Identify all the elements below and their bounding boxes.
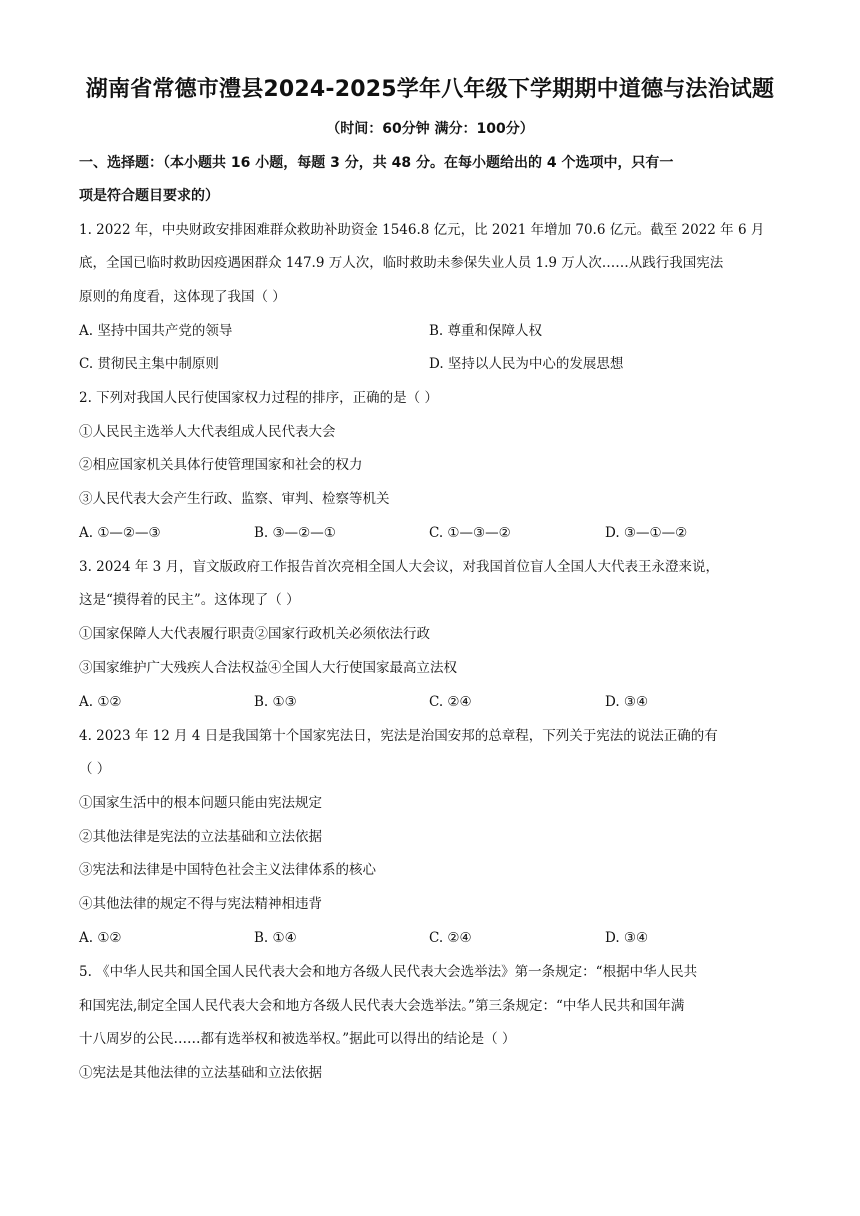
question-1-option-b: B. 尊重和保障人权 [429, 323, 543, 339]
question-4-item: ③宪法和法律是中国特色社会主义法律体系的核心 [79, 862, 376, 878]
question-4-text: 4. 2023 年 12 月 4 日是我国第十个国家宪法日，宪法是治国安邦的总章程，下列关于宪法的说法正确的有 [79, 728, 718, 744]
question-3-text: 3. 2024 年 3 月，盲文版政府工作报告首次亮相全国人大会议，对我国首位盲人全国人大代表王永澄来说， [79, 559, 719, 575]
question-1-text: 1. 2022 年，中央财政安排困难群众救助补助资金 1546.8 亿元，比 2021 年增加 70.6 亿元。截至 2022 年 6 月 [79, 222, 765, 238]
question-2-item: ②相应国家机关具体行使管理国家和社会的权力 [79, 457, 363, 473]
question-4-text: （ ） [79, 761, 111, 777]
exam-title: 湖南省常德市澧县2024-2025学年八年级下学期期中道德与法治试题 [85, 77, 775, 102]
question-5-text: 十八周岁的公民……都有选举权和被选举权。”据此可以得出的结论是（ ） [79, 1031, 516, 1047]
question-5-text: 5. 《中华人民共和国全国人民代表大会和地方各级人民代表大会选举法》第一条规定：“根据中华人民共 [79, 964, 698, 980]
question-4-option-c: C. ②④ [429, 930, 472, 946]
question-2-item: ③人民代表大会产生行政、监察、审判、检察等机关 [79, 491, 390, 507]
question-5-item: ①宪法是其他法律的立法基础和立法依据 [79, 1065, 322, 1081]
question-3-item: ③国家维护广大残疾人合法权益④全国人大行使国家最高立法权 [79, 660, 457, 676]
question-4-option-d: D. ③④ [605, 930, 649, 946]
question-3-option-b: B. ①③ [254, 694, 297, 710]
question-1-text: 底，全国已临时救助因疫遇困群众 147.9 万人次，临时救助未参保失业人员 1.9 万人次……从践行我国宪法 [79, 255, 724, 271]
question-4-item: ④其他法律的规定不得与宪法精神相违背 [79, 896, 322, 912]
question-4-item: ①国家生活中的根本问题只能由宪法规定 [79, 795, 322, 811]
question-1-option-d: D. 坚持以人民为中心的发展思想 [429, 356, 624, 372]
question-3-option-c: C. ②④ [429, 694, 472, 710]
exam-subtitle: （时间：60分钟 满分：100分） [326, 121, 534, 137]
question-2-option-d: D. ③—①—② [605, 525, 688, 541]
question-3-option-d: D. ③④ [605, 694, 649, 710]
question-4-item: ②其他法律是宪法的立法基础和立法依据 [79, 829, 322, 845]
section-header-cont: 项是符合题目要求的） [79, 188, 219, 204]
question-3-item: ①国家保障人大代表履行职责②国家行政机关必须依法行政 [79, 626, 430, 642]
question-2-option-a: A. ①—②—③ [79, 525, 161, 541]
section-header: 一、选择题：（本小题共 16 小题，每题 3 分，共 48 分。在每小题给出的 4 个选项中，只有一 [79, 155, 674, 171]
question-4-option-a: A. ①② [79, 930, 122, 946]
question-2-option-b: B. ③—②—① [254, 525, 336, 541]
question-2-item: ①人民民主选举人大代表组成人民代表大会 [79, 424, 336, 440]
question-3-option-a: A. ①② [79, 694, 122, 710]
question-3-text: 这是“摸得着的民主”。这体现了（ ） [79, 592, 300, 608]
question-1-text: 原则的角度看，这体现了我国（ ） [79, 289, 286, 305]
question-1-option-c: C. 贯彻民主集中制原则 [79, 356, 219, 372]
question-4-option-b: B. ①④ [254, 930, 297, 946]
question-5-text: 和国宪法,制定全国人民代表大会和地方各级人民代表大会选举法。”第三条规定：“中华人民共和国年满 [79, 998, 685, 1014]
question-2-option-c: C. ①—③—② [429, 525, 511, 541]
question-2-text: 2. 下列对我国人民行使国家权力过程的排序，正确的是（ ） [79, 390, 438, 406]
question-1-option-a: A. 坚持中国共产党的领导 [79, 323, 233, 339]
